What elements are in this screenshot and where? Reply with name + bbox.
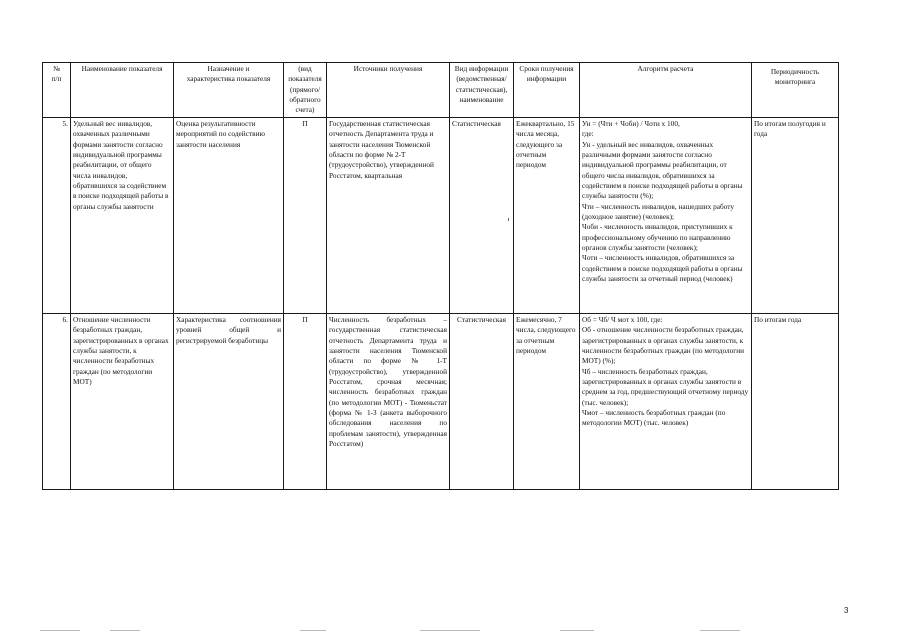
header-source: Источники получения	[327, 63, 450, 118]
row-terms: Ежемесячно, 7 числа, следующего за отчетным периодом	[514, 313, 580, 489]
header-monitoring: Периодичность мониторинга	[752, 63, 839, 118]
row-num: 5.	[43, 117, 71, 313]
row-num: 6.	[43, 313, 71, 489]
row-algorithm: Ун = (Чти + Чоби) / Чоти х 100, где: Ун - удельный вес инвалидов, охваченных различными формами занятости согласно индивидуальной программы реабилитации, от общего числа инвалидов, обратившихся за содействием в поиске подходящей работы в органы службы занятости (%); Чти – численность инвалидов, нашедших работу (доходное занятие) (человек); Чоби - численность инвалидов, приступивших к профессиональному обучению по направлению органов службы занятости (человек); Чоти – численность инвалидов, обратившихся за содействием в поиске подходящей работы в органы службы занятости за отчетный период (человек)	[580, 117, 752, 313]
row-name: Отношение численности безработных граждан, зарегистрированных в органах службы занятости, к численности безработных граждан (по методологии МОТ)	[71, 313, 174, 489]
row-name: Удельный вес инвалидов, охваченных различными формами занятости согласно индивидуальной программы реабилитации, от общего числа инвалидов, обратившихся за содействием в поиске подходящей работы в органы службы занятости	[71, 117, 174, 313]
row-type: П	[284, 313, 327, 489]
scan-artifact	[300, 630, 326, 631]
header-name: Наименование показателя	[71, 63, 174, 118]
scan-artifact	[110, 630, 140, 631]
scan-artifact	[40, 630, 80, 631]
header-type: (вид показателя (прямого/ обратного счета)	[284, 63, 327, 118]
scan-artifact	[560, 630, 594, 631]
row-info-kind: Статистическая	[450, 117, 514, 313]
table-row	[43, 117, 839, 313]
indicators-table	[42, 62, 839, 490]
row-purpose: Характеристика соотношения уровней общей и регистрируемой безработицы	[174, 313, 284, 489]
row-purpose: Оценка результативности мероприятий по содействию занятости населения	[174, 117, 284, 313]
page-number: 3	[844, 606, 849, 615]
row-type: П	[284, 117, 327, 313]
scan-artifact	[420, 630, 480, 631]
row-terms: Ежеквартально, 15 числа месяца, следующего за отчетным периодом	[514, 117, 580, 313]
row-algorithm: Об = Чб/ Ч мот х 100, где: Об - отношение численности безработных граждан, зарегистрированных в органах службы занятости, к численности безработных граждан (по методологии МОТ) (%); Чб – численность безработных граждан, зарегистрированных в органах службы занятости в среднем за год, предшествующий отчетному периоду (тыс. человек); Чмот – численность безработных граждан (по методологии МОТ) (тыс. человек)	[580, 313, 752, 489]
header-algorithm: Алгоритм расчета	[580, 63, 752, 118]
header-info-kind: Вид информации (ведомственная/ статистическая), наименование	[450, 63, 514, 118]
row-monitoring: По итогам полугодия и года	[752, 117, 839, 313]
table-header-row	[43, 63, 839, 118]
header-num: № п/п	[43, 63, 71, 118]
row-monitoring: По итогам года	[752, 313, 839, 489]
scan-artifact	[700, 630, 740, 631]
row-source: Численность безработных – государственная статистическая отчетность Департамента труда и занятости населения Тюменской области по форме № 1-Т (трудоустройство), утвержденной Росстатом, срочная месячная; численность безработных граждан (по методологии МОТ) - Тюменьстат (форма № 1-З (анкета выборочного обследования населения по проблемам занятости), утвержденная Росстатом)	[327, 313, 450, 489]
header-terms: Сроки получения информации	[514, 63, 580, 118]
row-info-kind: Статистическая	[450, 313, 514, 489]
table-row	[43, 313, 839, 489]
header-purpose: Назначение и характеристика показателя	[174, 63, 284, 118]
row-source: Государственная статистическая отчетность Департамента труда и занятости населения Тюменской области по форме № 2-Т (трудоустройство), утвержденной Росстатом, квартальная	[327, 117, 450, 313]
